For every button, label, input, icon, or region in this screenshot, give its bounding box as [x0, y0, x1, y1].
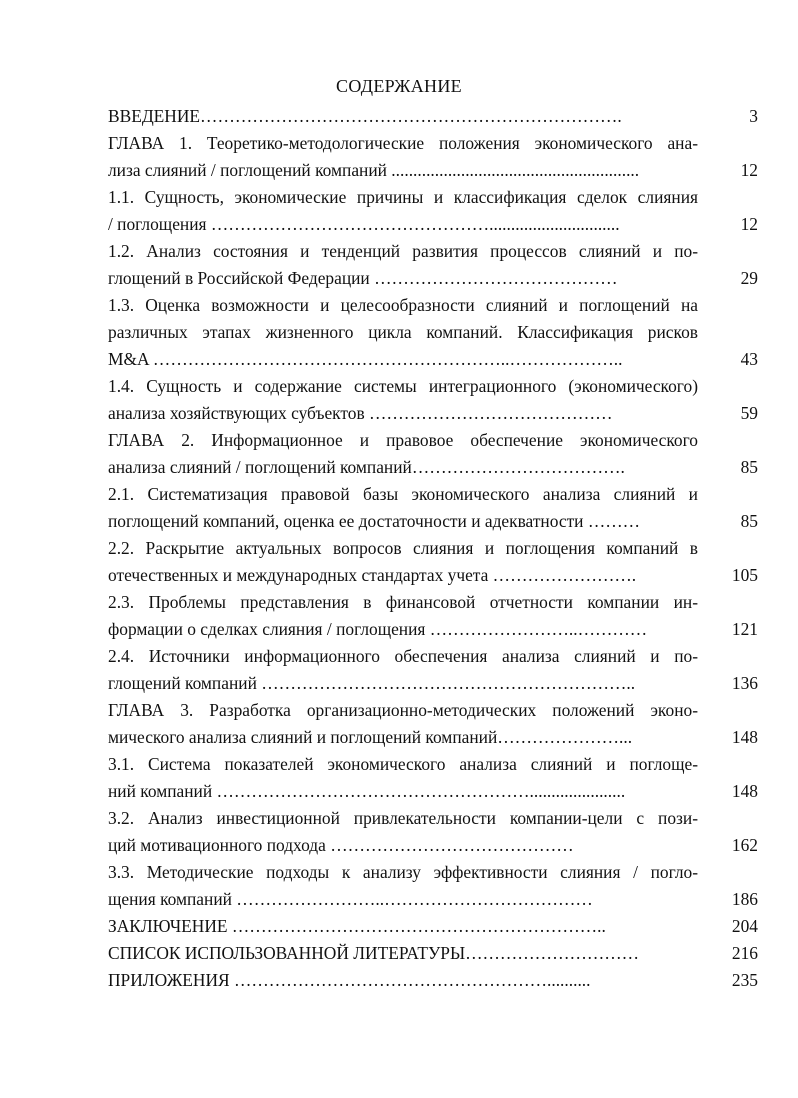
toc-entry-line: 2.2. Раскрытие актуальных вопросов слияния и поглощения компаний в [108, 538, 698, 558]
toc-page-number: 12 [740, 160, 758, 180]
table-of-contents [108, 103, 758, 994]
toc-entry-line: ний компаний ………………………………………………...................... [108, 781, 626, 801]
toc-entry-line: различных этапах жизненного цикла компаний. Классификация рисков [108, 322, 698, 342]
toc-entry [108, 373, 758, 427]
toc-page-number: 162 [731, 835, 758, 855]
toc-entry-line: / поглощения ………………………………………….............................. [108, 214, 620, 234]
toc-entry-line: мического анализа слияний и поглощений компаний…………………... [108, 727, 633, 747]
toc-entry-line: ВВЕДЕНИЕ………………………………………………………………. [108, 106, 622, 126]
toc-entry-line: M&A ……………………………………………………..……………….. [108, 349, 623, 369]
toc-page-number: 85 [740, 457, 758, 477]
toc-page-number: 186 [731, 889, 758, 909]
toc-entry [108, 967, 758, 994]
toc-entry-line: СПИСОК ИСПОЛЬЗОВАННОЙ ЛИТЕРАТУРЫ………………………… [108, 943, 640, 963]
toc-entry-line: 1.4. Сущность и содержание системы интеграционного (экономического) [108, 376, 698, 396]
toc-entry [108, 130, 758, 184]
toc-entry-line: ЗАКЛЮЧЕНИЕ ……………………………………………………….. [108, 916, 606, 936]
toc-entry [108, 238, 758, 292]
toc-entry [108, 535, 758, 589]
toc-page-number: 216 [731, 943, 758, 963]
toc-page-number: 121 [731, 619, 758, 639]
toc-entry [108, 589, 758, 643]
toc-entry-line: глощений компаний ……………………………………………………….. [108, 673, 636, 693]
toc-entry-line: ПРИЛОЖЕНИЯ ……………………………………………….......... [108, 970, 591, 990]
toc-entry [108, 805, 758, 859]
toc-page-number: 3 [749, 106, 758, 126]
toc-entry [108, 697, 758, 751]
toc-entry [108, 481, 758, 535]
toc-entry [108, 184, 758, 238]
toc-page-number: 148 [731, 781, 758, 801]
toc-entry [108, 751, 758, 805]
toc-entry-line: 2.4. Источники информационного обеспечения анализа слияний и по- [108, 646, 698, 666]
toc-entry-line: 2.1. Систематизация правовой базы экономического анализа слияний и [108, 484, 698, 504]
toc-entry-line: 3.3. Методические подходы к анализу эффективности слияния / погло- [108, 862, 698, 882]
toc-page-number: 105 [731, 565, 758, 585]
toc-entry-line: формации о сделках слияния / поглощения ……………………..………… [108, 619, 648, 639]
toc-entry [108, 913, 758, 940]
toc-page-number: 85 [740, 511, 758, 531]
toc-page-number: 136 [731, 673, 758, 693]
toc-entry-line: 3.2. Анализ инвестиционной привлекательности компании-цели с пози- [108, 808, 698, 828]
toc-entry-line: отечественных и международных стандартах учета ……………………. [108, 565, 637, 585]
toc-entry-line: щения компаний ……………………..……………………………… [108, 889, 593, 909]
toc-title: СОДЕРЖАНИЕ [336, 76, 462, 96]
toc-entry-line: ций мотивационного подхода …………………………………… [108, 835, 574, 855]
toc-entry-line: анализа хозяйствующих субъектов …………………………………… [108, 403, 613, 423]
toc-entry-line: 1.2. Анализ состояния и тенденций развития процессов слияний и по- [108, 241, 698, 261]
toc-entry-line: 1.1. Сущность, экономические причины и классификация сделок слияния [108, 187, 698, 207]
toc-entry [108, 103, 758, 130]
toc-entry [108, 940, 758, 967]
toc-entry [108, 859, 758, 913]
toc-page-number: 43 [740, 349, 758, 369]
toc-entry [108, 292, 758, 373]
toc-entry-line: поглощений компаний, оценка ее достаточности и адекватности ……… [108, 511, 641, 531]
toc-page-number: 12 [740, 214, 758, 234]
toc-entry-line: 1.3. Оценка возможности и целесообразности слияний и поглощений на [108, 295, 698, 315]
toc-entry-line: лиза слияний / поглощений компаний ......................................................... [108, 160, 640, 180]
toc-entry-line: ГЛАВА 1. Теоретико-методологические положения экономического ана- [108, 133, 698, 153]
toc-entry-line: ГЛАВА 3. Разработка организационно-методических положений эконо- [108, 700, 698, 720]
toc-entry-line: 2.3. Проблемы представления в финансовой отчетности компании ин- [108, 592, 698, 612]
toc-entry-line: 3.1. Система показателей экономического анализа слияний и поглоще- [108, 754, 698, 774]
toc-page-number: 59 [740, 403, 758, 423]
toc-entry-line: анализа слияний / поглощений компаний………………………………. [108, 457, 625, 477]
toc-page-number: 204 [731, 916, 758, 936]
toc-entry [108, 427, 758, 481]
toc-page-number: 148 [731, 727, 758, 747]
toc-entry [108, 643, 758, 697]
toc-entry-line: глощений в Российской Федерации …………………………………… [108, 268, 618, 288]
toc-page-number: 29 [740, 268, 758, 288]
toc-page-number: 235 [731, 970, 758, 990]
toc-entry-line: ГЛАВА 2. Информационное и правовое обеспечение экономического [108, 430, 698, 450]
